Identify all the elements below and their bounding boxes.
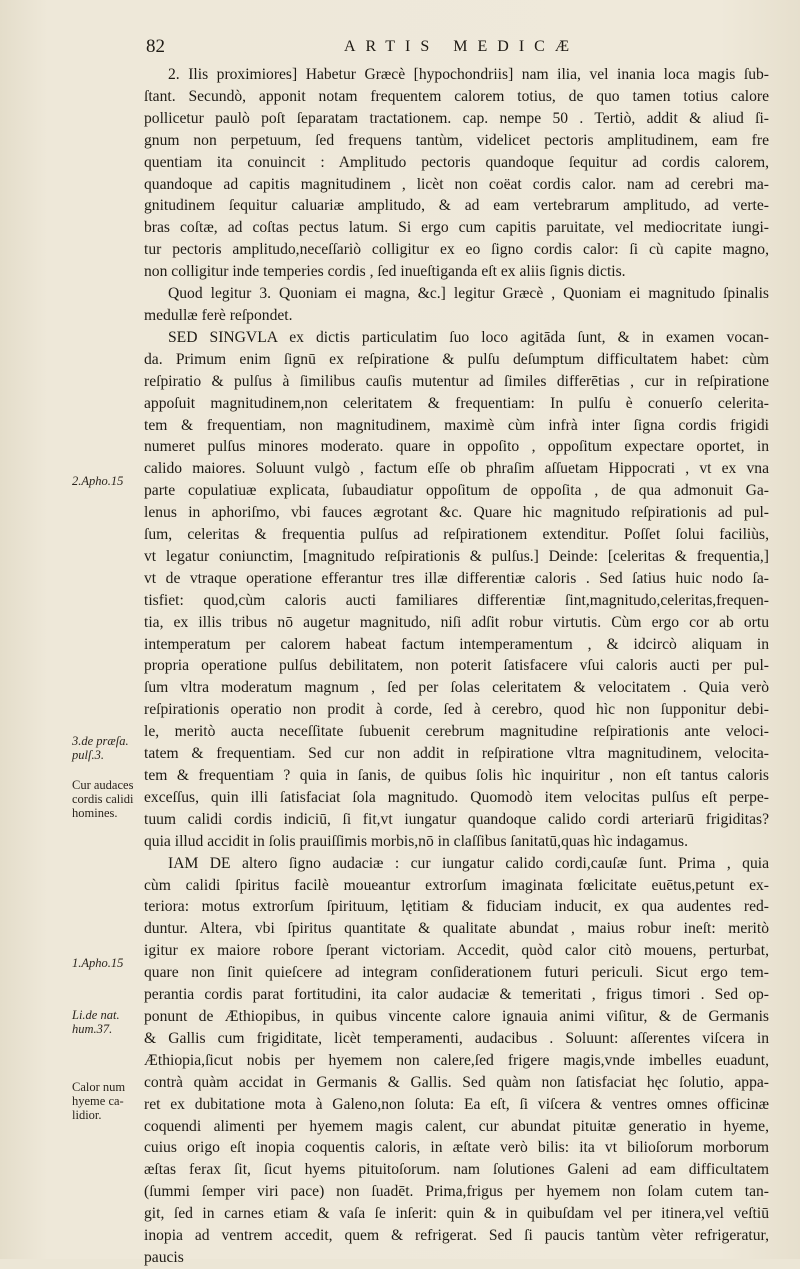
text-line: ſtant. Secundò, apponit notam frequentem calorem totius, de quo tamen totius calore [144, 87, 769, 105]
text-line: Æthiopia,ſicut nobis per hyemem non calere,ſed frigere magis,vnde imbelles euadunt, [144, 1051, 769, 1069]
text-line: git, ſed in carnes etiam & vaſa ſe inſerit: quin & in quibuſdam vel per itinera,vel veſtiū [144, 1205, 769, 1223]
text-line: exceſſus, quin illi ſatisfaciat ſola magnitudo. Quomodò item velocitas pulſus eſt perpe- [144, 788, 769, 806]
text-line: æſtas ferax ſit, ſicut hyems pituitoſorum. nam ſolutiones Galeni ad eam difficultatem [144, 1161, 769, 1179]
margin-note: Calor num hyeme ca- lidior. [72, 1080, 126, 1122]
margin-note: Cur audaces cordis calidi homines. [72, 778, 134, 820]
text-line: inopia ad ventrem accedit, quem & refrigerat. Sed ſi paucis tantùm vèter refrigeratur, [144, 1227, 769, 1245]
text-line: tem & frequentiam, non magnitudinem, maximè cùm infrà inter ſigna cordis frigidi [144, 416, 769, 434]
text-line: contrà quàm accidat in Germanis & Gallis. Sed quàm non ſatisfaciat hęc ſolutio, appa- [144, 1073, 769, 1091]
margin-note: Li.de nat. hum.37. [72, 1008, 120, 1036]
text-line: le, meritò aucta neceſſitate ſubuenit cerebrum magnitudine reſpirationis ante veloci- [144, 723, 769, 741]
text-line: tia, ex illis tribus nō augetur magnitudo, niſi adſit robur virtutis. Cùm ergo cor ab ortu [144, 613, 769, 631]
text-line: igitur ex maiore robore ſperant victoriam. Accedit, quòd calor citò mouens, perturbat, [144, 942, 769, 960]
text-line: bras coſtæ, ad coſtas pectus latum. Si ergo cum capitis paruitate, vel mediocritate iungi- [144, 219, 769, 237]
text-line: gnitudinem ſequitur caluariæ amplitudo, & ad eam vertebrarum amplitudo, ad verte- [144, 197, 769, 215]
text-line: SED SINGVLA ex dictis particulatim ſuo loco agitāda ſunt, & in examen vocan- [168, 328, 769, 346]
text-line: tisfiet: quod,cùm caloris aucti familiares differentiæ ſint,magnitudo,celeritas,frequen- [144, 591, 769, 609]
text-line: 2. Ilis proximiores] Habetur Græcè [hypochondriis] nam ilia, vel inania loca magis ſub- [168, 66, 769, 83]
text-line: IAM DE altero ſigno audaciæ : cur iungatur calido cordi,cauſæ ſunt. Prima , quia [168, 854, 769, 872]
text-line: & Gallis cum frigiditate, licèt temperamenti, audacibus . Soluunt: aſſerentes viſcera in [144, 1029, 769, 1047]
text-line: paucis [144, 1248, 184, 1266]
margin-note: 2.Apho.15 [72, 474, 124, 488]
text-line: quia illud accidit in ſolis prauiſſimis morbis,nō in claſſibus ſanitatū,quas hìc indagamus. [144, 832, 688, 850]
text-line: cùm calidi ſpiritus facilè moueantur extrorſum imaginata fœlicitate euētus,petunt ex- [144, 876, 769, 894]
text-line: duntur. Altera, vbi ſpiritus quantitate & qualitate abundat , maius robur ineſt: meritò [144, 920, 769, 938]
text-line: tur pectoris amplitudo,neceſſariò colligitur ex eo ſigno cordis calor: ſi cù capite magno, [144, 241, 769, 259]
text-line: tuum calidi cordis indiciū, ſi fit,vt iungatur quandoque calido cordi arteriarū frigiditas? [144, 810, 769, 828]
text-line: da. Primum enim ſignū ex reſpiratione & pulſu deſumptum difficultatem habet: cùm [144, 350, 769, 368]
text-line: coquendi alimenti per hyemem magis calent, cur abundat pituitæ generatio in hyeme, [144, 1117, 769, 1135]
text-line: gnum non perpetuum, ſed frequens tantùm, videlicet pectoris amplitudinem, eam fre [144, 131, 769, 149]
text-line: medullæ ferè reſpondet. [144, 306, 293, 324]
text-line: tatem & frequentiam. Sed cur non addit in reſpiratione vltra magnitudinem, velocita- [144, 745, 769, 763]
text-line: pollicetur paulò poſt ſeparatam tractationem. cap. nempe 50 . Tertiò, addit & aliud ſi- [144, 109, 769, 127]
page-header [146, 36, 766, 60]
text-line: calido maiores. Soluunt vulgò , factum eſſe ob phraſim aſſuetam Hippocrati , vt ex vna [144, 460, 769, 478]
page-number: 82 [146, 36, 165, 57]
text-line: (ſummi ſemper viri pace) non ſuadēt. Prima,frigus per hyemem non ſolam cutem tan- [144, 1183, 769, 1201]
text-line: teriora: motus extrorſum ſpirituum, lętitiam & fiduciam inducit, ex qua audentes red- [144, 898, 769, 916]
text-line: non colligitur inde temperies cordis , ſed inueſtiganda eſt ex aliis ſignis dictis. [144, 263, 626, 281]
margin-note: 3.de præſa. pulſ.3. [72, 734, 129, 762]
text-line: tem & frequentiam ? quia in ſanis, de quibus ſolis hìc inquiritur , non eſt tantus caloris [144, 767, 769, 784]
text-line: intemperatum per calorem habeat factum intemperamentum , & idcircò aliquam in [144, 635, 769, 653]
text-line: parte copulatiuæ explicata, ſubaudiatur oppoſitum de oppoſita , de qua admonuit Ga- [144, 482, 769, 500]
text-line: perantia cordis parat fortitudini, ita calor audaciæ & temeritati , frigus timori . Sed op- [144, 986, 769, 1004]
text-line: quare non ſinit quieſcere ad integram conſiderationem futuri periculi. Sicut ergo tem- [144, 964, 769, 982]
text-line: ſum, celeritas & frequentia pulſus ad reſpirationem extenditur. Poſſet ſolui faciliùs, [144, 526, 769, 544]
text-line: ſum vltra moderatum magnum , ſed per ſolas celeritatem & velocitatem . Quia verò [144, 679, 769, 697]
text-line: ret ex dubitatione mota à Galeno,non ſoluta: Ea eſt, ſi viſcera & ventres omnes officinæ [144, 1095, 769, 1113]
text-line: reſpirationis operatio non prodit à corde, ſed à cerebro, quod hìc non ſupponitur debi- [144, 701, 769, 719]
text-line: appoſuit magnitudinem,non celeritatem & frequentiam: In pulſu è conuerſo celerita- [144, 394, 769, 412]
text-line: vt legatur coniunctim, [magnitudo reſpirationis & pulſus.] Deinde: [celeritas & frequentia,] [144, 547, 769, 565]
text-line: propria operatione pulſus debilitatem, non poterit ſatisfacere vſui caloris aucti per pul- [144, 657, 769, 675]
text-line: lenus in aphoriſmo, vbi fauces ægrotant &c. Quare hic magnitudo reſpirationis ad pul- [144, 504, 769, 522]
text-line: quentiam ita conuincit : Amplitudo pectoris quandoque ſequitur ad cordis calorem, [144, 153, 769, 171]
text-line: ponunt de Æthiopibus, in quibus vincente calore ignauia animi viſitur, & de Germanis [144, 1007, 769, 1025]
text-line: Quod legitur 3. Quoniam ei magna, &c.] legitur Græcè , Quoniam ei magnitudo ſpinalis [168, 285, 769, 303]
text-line: reſpiratio & pulſus à ſimilibus cauſis mutentur ad ſimiles differētias , cur in reſpiratione [144, 372, 769, 390]
running-head: ARTIS MEDICÆ [344, 38, 580, 55]
text-line: cuius origo eſt inopia coquentis caloris, in æſtate verò bilis: ita vt bilioſorum morborum [144, 1139, 769, 1157]
margin-note: 1.Apho.15 [72, 956, 124, 970]
body-text [144, 64, 769, 1269]
text-line: numeret pulſus minores moderato. quare in oppoſito , oppoſitum expectare oportet, in [144, 438, 769, 456]
text-line: vt de vtraque operatione efferantur tres illæ differentiæ caloris . Sed ſatius huic nodo ſa- [144, 569, 769, 587]
text-line: quandoque ad capitis magnitudinem , licèt non coëat cordis calor. nam ad cerebri ma- [144, 175, 769, 193]
